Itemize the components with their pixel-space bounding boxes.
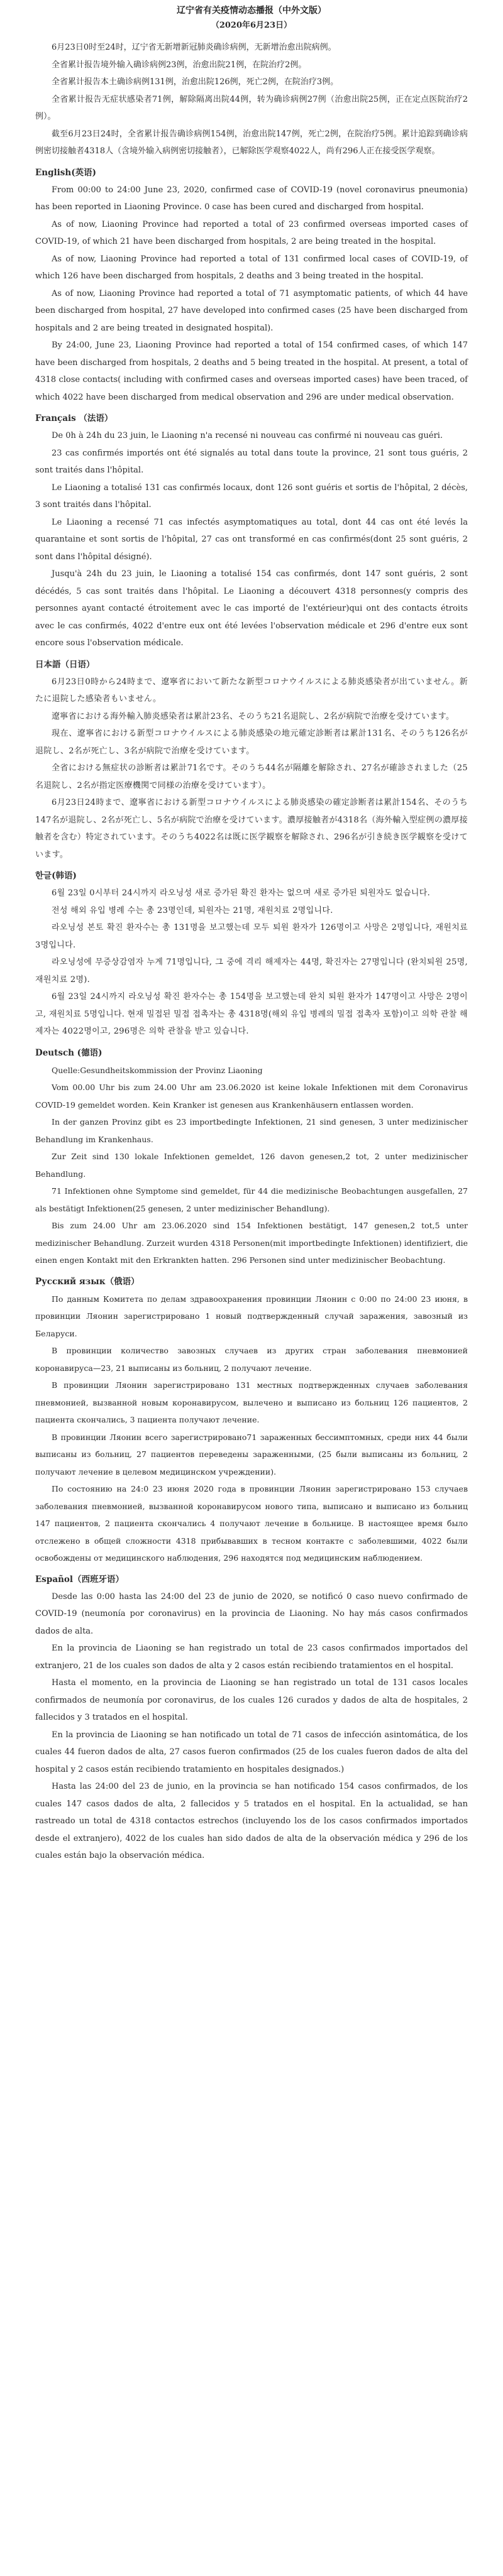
paragraph: As of now, Liaoning Province had reported a total of 71 asymptomatic patients, of which 44 have been discharged from hospital, 27 have developed into confirmed cases (25 have been discharged from hospitals and 2 are being treated in designated hospital). — [35, 288, 468, 333]
paragraph: Desde las 0:00 hasta las 24:00 del 23 de junio de 2020, se notificó 0 caso nuevo confirmado de COVID-19 (neumonía por coronavirus) en la provincia de Liaoning. No hay más casos confirmados dados de alta. — [35, 1591, 468, 1636]
paragraph: Bis zum 24.00 Uhr am 23.06.2020 sind 154 Infektionen bestätigt, 147 genesen,2 tot,5 unter medizinischer Behandlung. Zurzeit wurden 4318 Personen(mit importbedingte Infektionen) identifiziert, die einen engen Kontakt mit den Erkrankten hatten. 296 Personen sind unter medizinischer Beobachtung. — [35, 1221, 468, 1265]
paragraph: 71 Infektionen ohne Symptome sind gemeldet, für 44 die medizinische Beobachtungen ausgefallen, 27 als bestätigt Infektionen(25 genesen, 2 unter medizinischer Behandlung). — [35, 1186, 468, 1213]
paragraph: В провинции Ляонин всего зарегистрировано71 зараженных бессимптомных, среди них 44 были выписаны из больниц, 27 пациентов переведены зараженными, (25 были выписаны из больниц, 2 получают лечение в целевом медицинском учреждении). — [35, 1432, 468, 1476]
paragraph: 6월 23일 0시부터 24시까지 라오닝성 새로 증가된 확진 환자는 없으며 새로 증가된 퇴원자도 없습니다. — [52, 888, 431, 898]
paragraph: Quelle:Gesundheitskommission der Provinz Liaoning — [52, 1065, 263, 1075]
paragraph: 遼寧省における海外輸入肺炎感染者は累計23名、そのうち21名退院し、2名が病院で治療を受けています。 — [52, 711, 455, 721]
paragraph: Le Liaoning a recensé 71 cas infectés asymptomatiques au total, dont 44 cas ont été levés la quarantaine et sont sortis de l'hôpital, 27 cas ont transformé en cas confirmés(dont 25 sont guéris, 2 sont dans l'hôpital désigné). — [35, 517, 468, 562]
paragraph: По состоянию на 24:0 23 июня 2020 года в провинции Ляонин зарегистрировано 153 случаев заболевания пневмонией, вызванной коронавирусом нового типа, выписано и выписано из больниц 147 пациентов, 2 пациента скончались 4 получают лечение в больнице. В настоящее время было отслежено в общей сложности 4318 прибывавших в тесном контакте с заболевшими, 4022 были освобождены от медицинского наблюдения, 296 находятся под медицинским наблюдением. — [35, 1484, 468, 1563]
paragraph: В провинции Ляонин зарегистрировано 131 местных подтвержденных случаев заболевания пневмонией, вызванной новым коронавирусом, вылечено и выписано из больниц 126 пациентов, 2 пациента скончались, 3 пациента получают лечение. — [35, 1380, 468, 1424]
section-heading: Русский язык（俄语） — [35, 1276, 140, 1287]
section-spanish — [35, 1571, 468, 1865]
paragraph: 截至6月23日24时，全省累计报告确诊病例154例，治愈出院147例，死亡2例，在院治疗5例。累计追踪到确诊病例密切接触者4318人（含境外输入病例密切接触者），已解除医学观察4022人，尚有296人正在接受医学观察。 — [35, 129, 468, 156]
paragraph: 6月23日24時まで、遼寧省における新型コロナウイルスによる肺炎感染の確定診断者は累計154名、そのうち147名が退院し、2名が死亡し、5名が病院で治療を受けています。濃厚接触者が4318名（海外輸入型症例の濃厚接触者を含む）特定されています。そのうち4022名は既に医学観察を解除され、296名が引き続き医学観察を受けています。 — [35, 798, 468, 860]
paragraph: By 24:00, June 23, Liaoning Province had reported a total of 154 confirmed cases, of which 147 have been discharged from hospitals, 2 deaths and 5 being treated in the hospital. At present, a total of 4318 close contacts( including with confirmed cases and overseas imported cases) have been traced, of which 4022 have been discharged from medical observation and 296 are under medical observation. — [35, 341, 468, 402]
document-date: （2020年6月23日） — [211, 21, 292, 30]
section-heading: 日本語（日语） — [35, 659, 95, 670]
paragraph: 6월 23일 24시까지 라오닝성 확진 환자수는 총 154명을 보고했는데 완치 퇴원 환자가 147명이고 사망은 2명이고, 재원치료 5명입니다. 현재 밀접된 밀접 접촉자는 총 4318명(해외 유입 병례의 밀접 접촉자 포함)이고 의학 관찰 해제자는 4022명이고, 296명은 의학 관찰을 받고 있습니다. — [35, 992, 468, 1036]
section-chinese — [35, 39, 468, 160]
section-russian — [35, 1273, 468, 1567]
section-heading: 한글(韩语) — [35, 871, 77, 881]
paragraph: Jusqu'à 24h du 23 juin, le Liaoning a totalisé 154 cas confirmés, dont 147 sont guéris, 2 sont décédés, 5 cas sont traités dans l'hôpital. Le Liaoning a découvert 4318 personnes(y compris des personnes ayant contacté étroitement avec le cas importé de l'extérieur)qui ont des contacts étroits avec le cas confirmés, 4022 d'entre eux ont été levées l'observation médicale et 296 d'entre eux sont encore sous l'observation médicale. — [35, 569, 468, 648]
section-heading: Español（西班牙语） — [35, 1574, 124, 1585]
paragraph: Hasta el momento, en la provincia de Liaoning se han registrado un total de 131 casos locales confirmados de neumonía por coronavirus, de los cuales 126 curados y dados de alta de hospitales, 2 fallecidos y 3 tratados en el hospital. — [35, 1678, 468, 1722]
paragraph: В провинции количество завозных случаев из других стран заболевания пневмонией коронавируса—23, 21 выписаны из больниц, 2 получают лечение. — [35, 1346, 468, 1373]
paragraph: En la provincia de Liaoning se han notificado un total de 71 casos de infección asintomática, de los cuales 44 fueron dados de alta, 27 casos fueron confirmados (25 de los cuales fueron dados de alta del hospital y 2 casos están recibiendo tratamiento en hospitales designados.) — [35, 1730, 468, 1774]
paragraph: As of now, Liaoning Province had reported a total of 131 confirmed local cases of COVID-19, of which 126 have been discharged from hospitals, 2 deaths and 3 being treated in the hospital. — [35, 254, 468, 281]
paragraph: Hasta las 24:00 del 23 de junio, en la provincia se han notificado 154 casos confirmados, de los cuales 147 casos dados de alta, 2 fallecidos y 5 tratados en el hospital. En la actualidad, se han rastreado un total de 4318 contactos estrechos (incluyendo los de los casos confirmados importados desde el extranjero), 4022 de los cuales han sido dados de alta de la observación médica y 296 de los cuales están bajo la observación médica. — [35, 1782, 468, 1860]
section-korean — [35, 867, 468, 1040]
paragraph: 6月23日0时至24时，辽宁省无新增新冠肺炎确诊病例，无新增治愈出院病例。 — [52, 43, 336, 52]
paragraph: 全省累计报告本土确诊病例131例，治愈出院126例，死亡2例，在院治疗3例。 — [52, 77, 339, 87]
paragraph: 라오닝성에 무증상감염자 누계 71명입니다, 그 중에 격리 해제자는 44명, 확진자는 27명입니다 (완치퇴원 25명, 재원치료 2명). — [35, 958, 468, 985]
paragraph: Zur Zeit sind 130 lokale Infektionen gemeldet, 126 davon genesen,2 tot, 2 unter medizinischer Behandlung. — [35, 1152, 468, 1179]
paragraph: Vom 00.00 Uhr bis zum 24.00 Uhr am 23.06.2020 ist keine lokale Infektionen mit dem Coronavirus COVID-19 gemeldet worden. Kein Kranker ist genesen aus Krankenhäusern entlassen worden. — [35, 1083, 468, 1110]
paragraph: From 00:00 to 24:00 June 23, 2020, confirmed case of COVID-19 (novel coronavirus pneumonia) has been reported in Liaoning Province. 0 case has been cured and discharged from hospital. — [35, 185, 468, 212]
paragraph: 全省累计报告境外输入确诊病例23例，治愈出院21例，在院治疗2例。 — [52, 60, 307, 70]
paragraph: 全省における無症状の診断者は累計71名です。そのうち44名が隔離を解除され、27名が確診されました（25名退院し、2名が指定医療機関で同様の治療を受けています）。 — [35, 763, 468, 790]
paragraph: 6月23日0時から24時まで、遼寧省において新たな新型コロナウイルスによる肺炎感染者が出ていません。新たに退院した感染者もいません。 — [35, 677, 468, 704]
section-heading: Deutsch (德语) — [35, 1047, 102, 1058]
paragraph: По данным Комитета по делам здравоохранения провинции Ляонин с 0:00 по 24:00 23 июня, в провинции Ляонин зарегистрировано 1 новый подтвержденный случай заражения, завозный из Беларуси. — [35, 1294, 468, 1338]
paragraph: As of now, Liaoning Province had reported a total of 23 confirmed overseas imported cases of COVID-19, of which 21 have been discharged from hospitals, 2 are being treated in the hospital. — [35, 219, 468, 246]
paragraph: In der ganzen Provinz gibt es 23 importbedingte Infektionen, 21 sind genesen, 3 unter medizinischer Behandlung im Krankenhaus. — [35, 1117, 468, 1144]
section-japanese — [35, 656, 468, 864]
document-title: 辽宁省有关疫情动态播报（中外文版） — [177, 6, 326, 16]
paragraph: 라오닝성 본토 확진 환자수는 총 131명을 보고했는데 모두 퇴원 환자가 126명이고 사망은 2명입니다, 재원치료 3명입니다. — [35, 923, 468, 950]
paragraph: 전성 해외 유입 병례 수는 총 23명인데, 퇴원자는 21명, 재원치료 2명입니다. — [52, 905, 333, 915]
paragraph: 23 cas confirmés importés ont été signalés au total dans toute la province, 21 sont tous guéris, 2 sont traités dans l'hôpital. — [35, 448, 468, 475]
section-german — [35, 1044, 468, 1269]
section-french — [35, 410, 468, 652]
paragraph: 現在、遼寧省における新型コロナウイルスによる肺炎感染の地元確定診断者は累計131名、そのうち126名が退院し、2名が死亡し、3名が病院で治療を受けています。 — [35, 729, 468, 756]
paragraph: Le Liaoning a totalisé 131 cas confirmés locaux, dont 126 sont guéris et sortis de l'hôpital, 2 décès, 3 sont traités dans l'hôpital. — [35, 483, 468, 510]
section-heading: English(英语) — [35, 167, 96, 178]
paragraph: De 0h à 24h du 23 juin, le Liaoning n'a recensé ni nouveau cas confirmé ni nouveau cas guéri. — [52, 431, 443, 440]
paragraph: En la provincia de Liaoning se han registrado un total de 23 casos confirmados importados del extranjero, 21 de los cuales son dados de alta y 2 casos están recibiendo tratamientos en el hospital. — [35, 1644, 468, 1671]
section-english — [35, 164, 468, 407]
paragraph: 全省累计报告无症状感染者71例，解除隔离出院44例，转为确诊病例27例（治愈出院25例，正在定点医院治疗2例）。 — [35, 94, 468, 121]
section-heading: Français （法语） — [35, 413, 113, 423]
